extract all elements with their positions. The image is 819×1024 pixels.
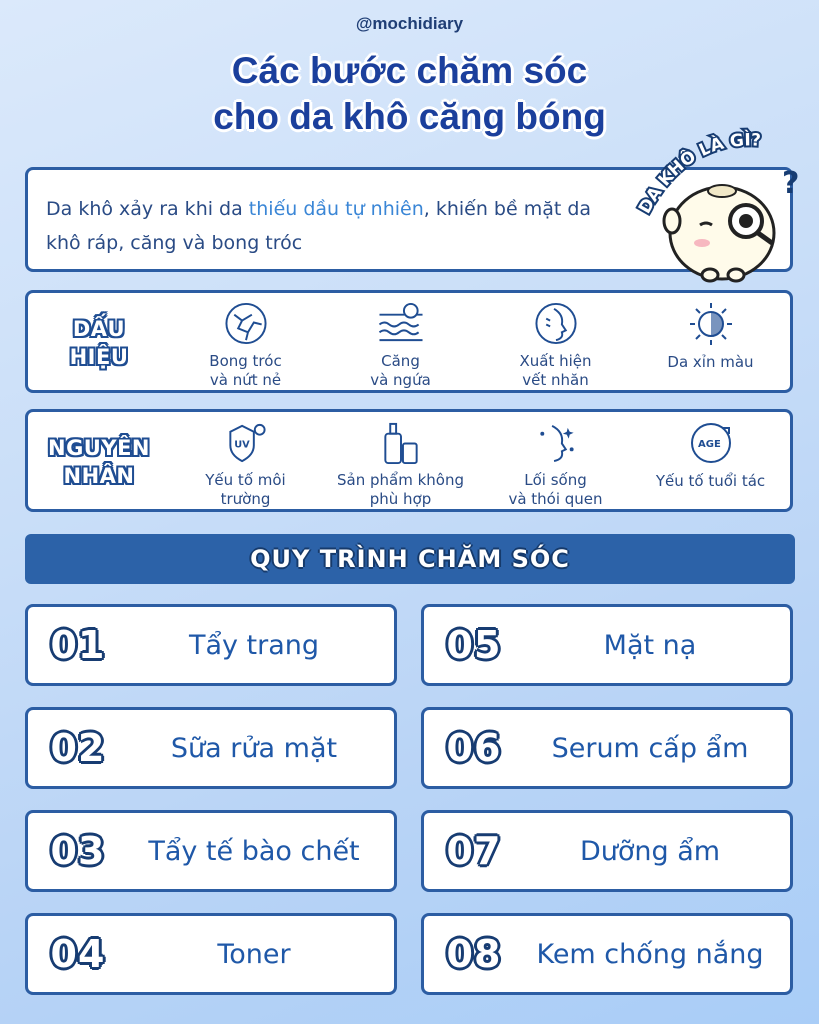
- step-number: 08: [446, 932, 502, 976]
- cause-label-line-2: phù hợp: [369, 490, 432, 508]
- skin-layers-icon: [377, 301, 425, 346]
- step-card: [421, 810, 793, 892]
- routine-heading: QUY TRÌNH CHĂM SÓC: [25, 534, 795, 584]
- step-number: 04: [50, 932, 106, 976]
- step-label: Tẩy trang: [188, 629, 320, 661]
- signs-card: [25, 290, 793, 393]
- step-card: [25, 707, 397, 789]
- step-card: [25, 604, 397, 686]
- cause-label-line-2: trường: [220, 490, 271, 508]
- cause-label-line-1: Sản phẩm không: [337, 471, 464, 489]
- step-label: Tẩy tế bào chết: [148, 835, 360, 867]
- sign-item: [478, 293, 633, 390]
- step-card: [25, 913, 397, 995]
- face-stars-icon: [532, 420, 580, 465]
- dull-skin-icon: [687, 301, 735, 347]
- step-number: 07: [446, 829, 502, 873]
- uv-sun-icon: [222, 420, 270, 465]
- sign-label-line-1: Xuất hiện: [519, 352, 592, 370]
- sign-item: [633, 293, 788, 390]
- causes-label-line-1: NGUYÊN: [48, 436, 150, 460]
- intro-highlight: thiếu dầu tự nhiên: [248, 198, 424, 220]
- causes-card: [25, 409, 793, 512]
- sign-label-line-2: và nứt nẻ: [209, 371, 282, 389]
- step-label: Mặt nạ: [603, 629, 697, 661]
- mascot-caption: DA KHÔ LÀ GÌ?: [634, 130, 762, 218]
- causes-label: [40, 422, 158, 502]
- causes-label-line-2: NHÂN: [63, 464, 135, 488]
- step-number: 06: [446, 726, 502, 770]
- age-icon: [687, 420, 735, 466]
- step-label: Sữa rửa mặt: [170, 732, 338, 764]
- step-label: Serum cấp ẩm: [551, 732, 749, 764]
- step-card: [421, 707, 793, 789]
- sign-label-line-1: Bong tróc: [209, 352, 282, 370]
- step-label: Toner: [217, 938, 291, 970]
- intro-text-end: , khiến bề mặt da khô ráp, căng và bong tróc: [46, 198, 592, 254]
- step-label: Kem chống nắng: [536, 938, 764, 970]
- title-line-1: Các bước chăm sóc: [231, 50, 588, 91]
- step-number: 01: [50, 623, 106, 667]
- step-number: 05: [446, 623, 502, 667]
- step-number: 02: [50, 726, 106, 770]
- step-number: 03: [50, 829, 106, 873]
- signs-label: [40, 303, 158, 383]
- handle: @mochidiary: [355, 14, 464, 33]
- sign-item: [323, 293, 478, 390]
- sign-label-line-1: Căng: [381, 352, 420, 370]
- signs-label-line-2: HIỆU: [69, 345, 129, 369]
- sign-label-line-2: vết nhăn: [522, 371, 589, 389]
- cause-label-line-1: Yếu tố tuổi tác: [655, 472, 766, 490]
- cause-item: [633, 412, 788, 509]
- cause-item: [478, 412, 633, 509]
- intro-text: [46, 192, 620, 260]
- cause-item: [323, 412, 478, 509]
- cause-label-line-1: Lối sống: [524, 471, 587, 489]
- step-card: [25, 810, 397, 892]
- step-label: Dưỡng ẩm: [579, 835, 721, 867]
- product-bottle-icon: [377, 420, 425, 465]
- step-card: [421, 604, 793, 686]
- signs-label-line-1: DẤU: [72, 317, 126, 341]
- mascot-icon: [630, 125, 810, 285]
- sign-label-line-1: Da xỉn màu: [667, 353, 754, 371]
- step-card: [421, 913, 793, 995]
- sign-item: [168, 293, 323, 390]
- svg-text:UV: UV: [233, 439, 250, 451]
- face-wrinkle-icon: [532, 301, 580, 346]
- svg-text:?: ?: [782, 166, 800, 201]
- cause-label-line-1: Yếu tố môi: [205, 471, 286, 489]
- sign-label-line-2: và ngứa: [370, 371, 431, 389]
- cracked-skin-icon: [222, 301, 270, 346]
- title-line-2: cho da khô căng bóng: [213, 96, 606, 137]
- intro-text-start: Da khô xảy ra khi da: [46, 198, 249, 220]
- cause-label-line-2: và thói quen: [508, 490, 603, 508]
- cause-item: [168, 412, 323, 509]
- svg-text:AGE: AGE: [697, 439, 721, 450]
